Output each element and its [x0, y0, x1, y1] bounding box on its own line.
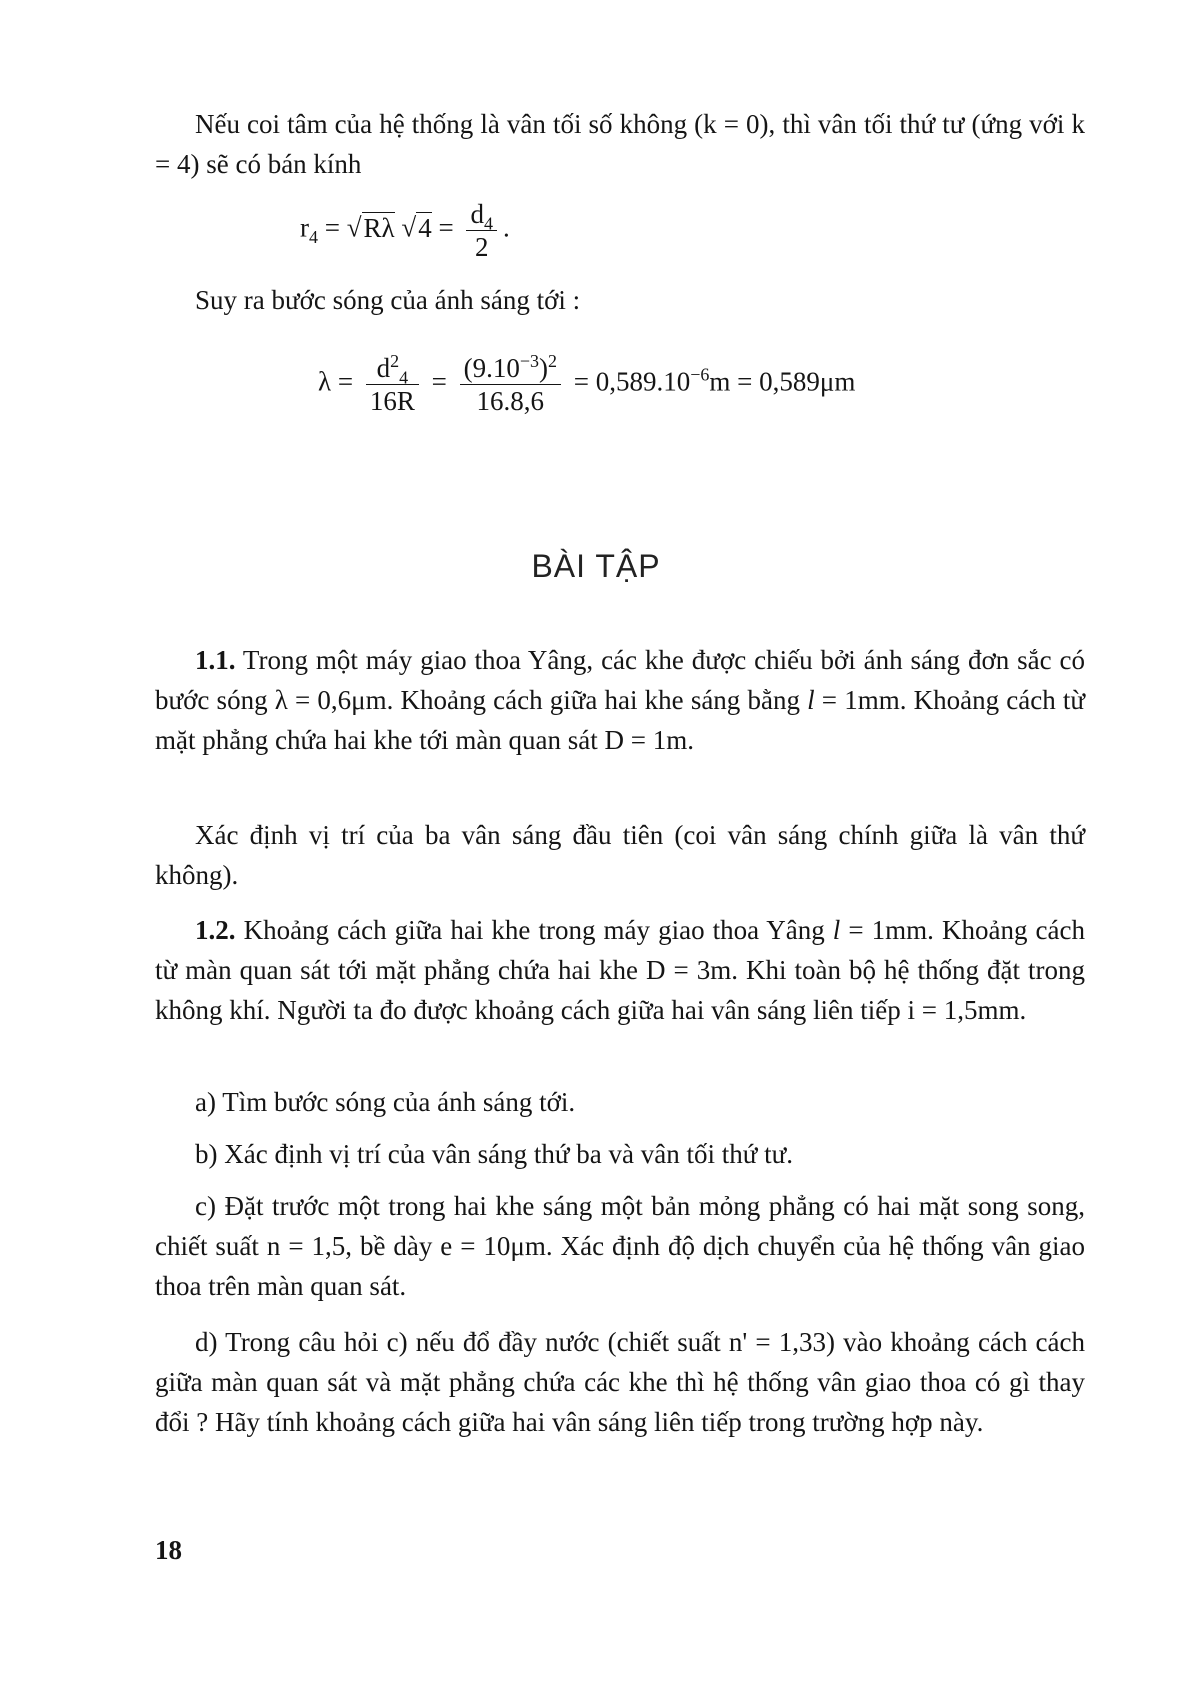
exercise-1-1-question	[155, 815, 1085, 895]
exercise-1-2-symbol-l: l	[832, 915, 841, 945]
eq1-equals: =	[431, 212, 461, 243]
exercise-1-1-text-1: Trong một máy giao thoa Yâng, các khe được chiếu bởi ánh sáng đơn sắc có bước sóng λ = 0,6μm. Khoảng cách giữa hai khe sáng bằng	[155, 645, 1085, 715]
eq2-f2-close-paren: )	[538, 353, 548, 383]
eq2-f1-numerator-sup: 2	[390, 351, 400, 371]
part-d-text: d) Trong câu hỏi c) nếu đổ đầy nước (chiết suất n' = 1,33) vào khoảng cách cách giữa màn quan sát và mặt phẳng chứa các khe thì hệ thống vân giao thoa có gì thay đổi ? Hãy tính khoảng cách giữa hai vân sáng liên tiếp trong trường hợp này.	[155, 1327, 1085, 1437]
eq2-f2-numerator: (9.10	[463, 353, 520, 383]
exercise-1-1-question-text: Xác định vị trí của ba vân sáng đầu tiên (coi vân sáng chính giữa là vân thứ không).	[155, 820, 1085, 890]
eq1-lhs-sub: 4	[309, 227, 318, 248]
eq2-rhs-result: m = 0,589μm	[709, 366, 856, 397]
exercise-1-1-number: 1.1.	[195, 645, 236, 675]
exercise-1-2-part-a	[155, 1082, 1085, 1122]
eq1-lhs: r	[300, 212, 309, 243]
exercise-1-1-text-2: = 1mm. Khoảng cách từ mặt phẳng chứa hai khe tới màn quan sát D = 1m.	[155, 685, 1085, 755]
eq1-fraction	[466, 198, 497, 263]
exercise-1-2-part-d	[155, 1322, 1085, 1442]
exercise-1-2-text-1: Khoảng cách giữa hai khe trong máy giao thoa Yâng	[235, 915, 833, 945]
deduce-text: Suy ra bước sóng của ánh sáng tới :	[195, 285, 581, 315]
eq2-rhs-exponent: −6	[690, 364, 710, 385]
eq2-f1-numerator-sub: 4	[399, 367, 409, 388]
section-heading: BÀI TẬP	[531, 548, 661, 584]
equation-wavelength	[318, 352, 855, 417]
eq2-rhs-value: = 0,589.10	[566, 366, 691, 397]
equation-radius	[300, 198, 510, 263]
eq1-radicand-1: Rλ	[363, 212, 395, 243]
page-number: 18	[155, 1535, 182, 1565]
eq2-fraction-2	[460, 352, 561, 417]
eq2-f1-denominator: 16R	[369, 386, 415, 416]
eq1-numerator: d	[470, 199, 484, 229]
eq2-f2-denominator: 16.8,6	[476, 386, 545, 416]
exercise-1-2-part-b	[155, 1134, 1085, 1174]
eq1-numerator-sub: 4	[483, 213, 493, 234]
eq1-radicand-2: 4	[418, 212, 432, 243]
intro-paragraph	[155, 104, 1085, 184]
exercise-1-1	[155, 640, 1085, 760]
eq2-equals: =	[424, 366, 454, 397]
deduce-line	[155, 280, 1085, 320]
part-c-text: c) Đặt trước một trong hai khe sáng một bản mỏng phẳng có hai mặt song song, chiết suất n = 1,5, bề dày e = 10μm. Xác định độ dịch chuyển của hệ thống vân giao thoa trên màn quan sát.	[155, 1191, 1085, 1301]
eq1-sqrt-sign-2: √	[394, 212, 417, 243]
exercise-1-2-number: 1.2.	[195, 915, 236, 945]
exercise-1-2-text-2: = 1mm. Khoảng cách từ màn quan sát tới mặt phẳng chứa hai khe D = 3m. Khi toàn bộ hệ thống đặt trong không khí. Người ta đo được khoảng cách giữa hai vân sáng liên tiếp i = 1,5mm.	[155, 915, 1085, 1025]
part-a-text: a) Tìm bước sóng của ánh sáng tới.	[195, 1087, 576, 1117]
intro-text: Nếu coi tâm của hệ thống là vân tối số không (k = 0), thì vân tối thứ tư (ứng với k = 4) sẽ có bán kính	[155, 109, 1085, 179]
eq2-f2-square: 2	[547, 351, 557, 371]
eq2-f1-numerator: d	[376, 353, 391, 383]
eq1-denominator: 2	[474, 232, 489, 262]
eq1-period: .	[502, 212, 510, 243]
exercise-1-2	[155, 910, 1085, 1030]
eq2-lhs: λ =	[318, 366, 360, 397]
eq1-sqrt-sign: = √	[318, 212, 362, 243]
exercise-1-1-symbol-l: l	[807, 685, 815, 715]
eq2-f2-numerator-sup: −3	[519, 351, 539, 371]
part-b-text: b) Xác định vị trí của vân sáng thứ ba và vân tối thứ tư.	[195, 1139, 794, 1169]
exercise-1-2-part-c	[155, 1186, 1085, 1306]
eq2-fraction-1	[366, 352, 419, 417]
